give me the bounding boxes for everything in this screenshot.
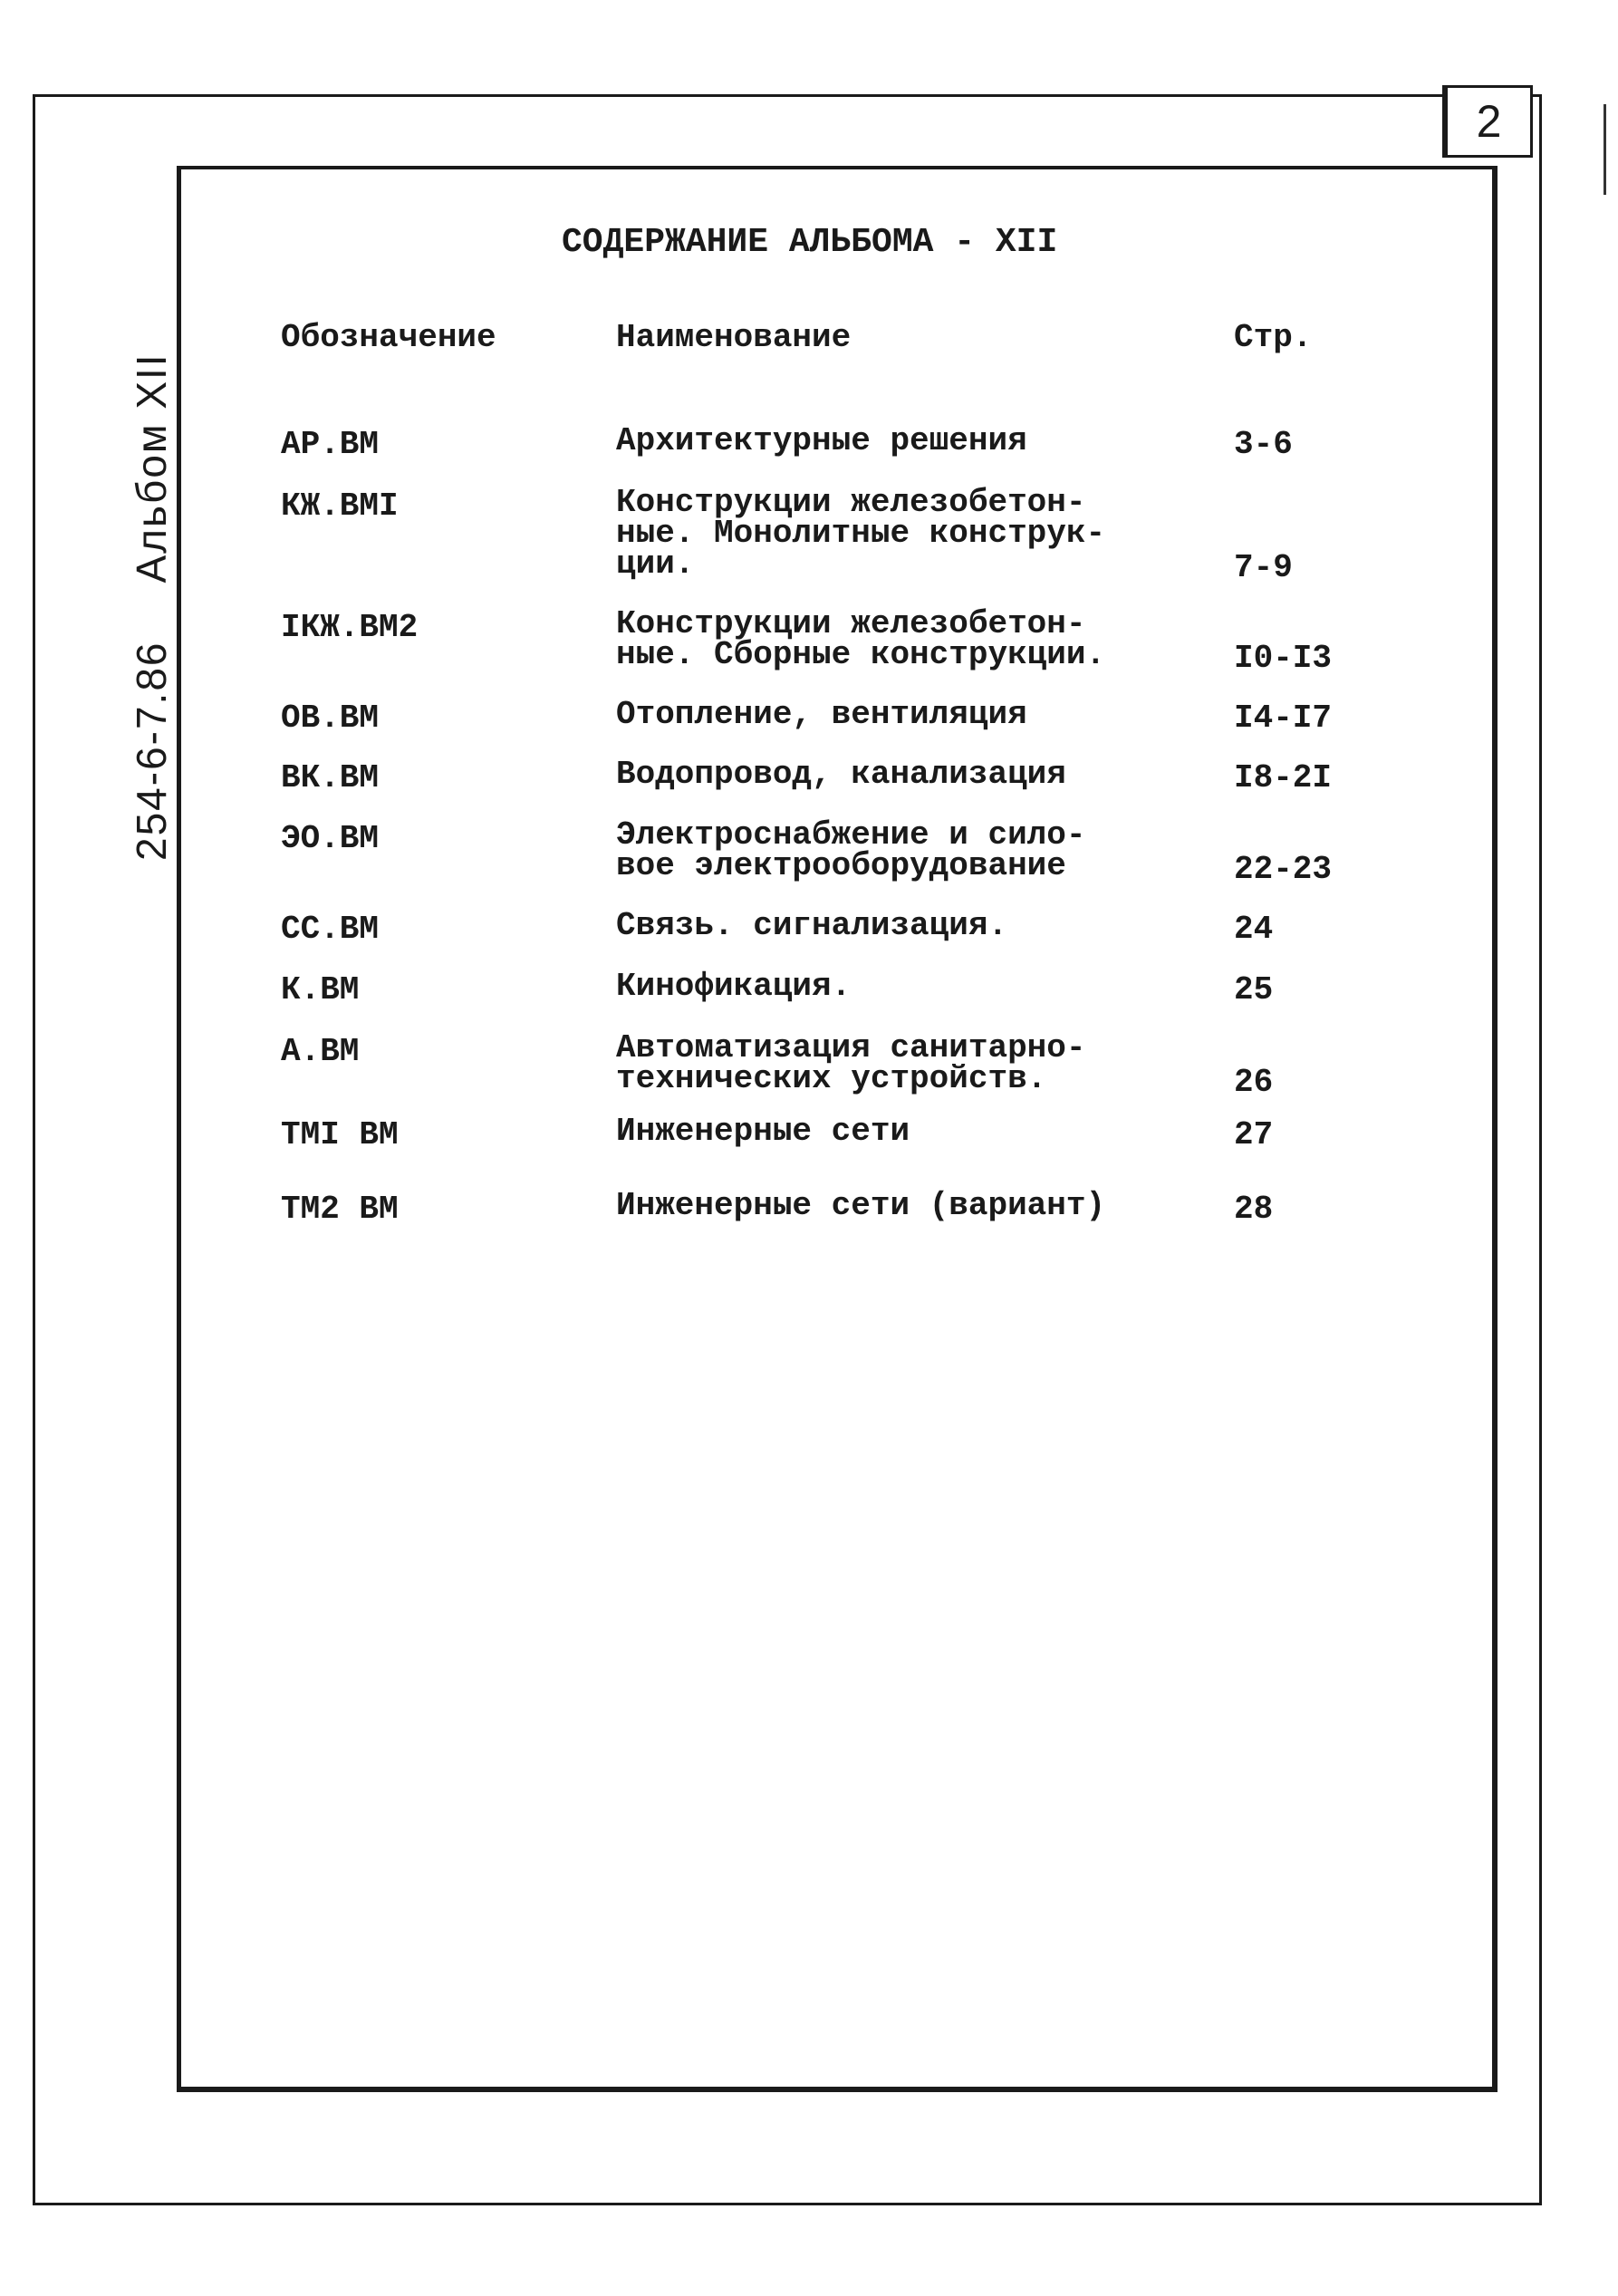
row-code: ВК.ВМ [281, 759, 380, 796]
page-title: СОДЕРЖАНИЕ АЛЬБОМА - XII [562, 223, 1058, 262]
row-name: Автоматизация санитарно- технических устройств. [616, 1029, 1086, 1097]
row-code: А.ВМ [281, 1033, 360, 1070]
row-name: Водопровод, канализация [616, 756, 1066, 793]
row-name: Конструкции железобетон- ные. Сборные конструкции. [616, 605, 1106, 673]
row-page: 26 [1234, 1064, 1274, 1101]
row-name: Архитектурные решения [616, 422, 1027, 459]
row-code: ТМ2 ВМ [281, 1191, 399, 1228]
margin-stamp [127, 272, 176, 861]
row-code: АР.ВМ [281, 426, 380, 463]
row-page: 3-6 [1234, 426, 1293, 463]
row-page: 24 [1234, 911, 1274, 948]
column-header-page: Стр. [1234, 319, 1313, 356]
scan-edge-mark [1604, 104, 1606, 195]
row-name: Связь. сигнализация. [616, 907, 1008, 944]
row-page: 28 [1234, 1191, 1274, 1228]
row-page: I4-I7 [1234, 699, 1333, 737]
row-code: IКЖ.ВМ2 [281, 609, 419, 646]
row-page: 27 [1234, 1116, 1274, 1153]
stamp-album: Альбом XII [128, 352, 175, 584]
row-code: СС.ВМ [281, 911, 380, 948]
row-code: КЖ.ВМI [281, 487, 399, 525]
row-name: Электроснабжение и сило- вое электрооборудование [616, 816, 1086, 884]
row-code: ОВ.ВМ [281, 699, 380, 737]
column-header-name: Наименование [616, 319, 852, 356]
row-page: I8-2I [1234, 759, 1333, 796]
row-code: ЭО.ВМ [281, 820, 380, 857]
column-header-designation: Обозначение [281, 319, 496, 356]
row-page: I0-I3 [1234, 640, 1333, 677]
row-page: 25 [1234, 971, 1274, 1008]
row-code: К.ВМ [281, 971, 360, 1008]
row-page: 7-9 [1234, 549, 1293, 586]
row-name: Инженерные сети [616, 1113, 910, 1150]
sheet-number: 2 [1442, 85, 1533, 158]
row-code: ТМI ВМ [281, 1116, 399, 1153]
row-page: 22-23 [1234, 851, 1333, 888]
row-name: Отопление, вентиляция [616, 696, 1027, 733]
stamp-code: 254-6-7.86 [128, 641, 175, 861]
row-name: Инженерные сети (вариант) [616, 1187, 1106, 1224]
row-name: Кинофикация. [616, 968, 852, 1005]
row-name: Конструкции железобетон- ные. Монолитные конструк- ции. [616, 484, 1106, 583]
